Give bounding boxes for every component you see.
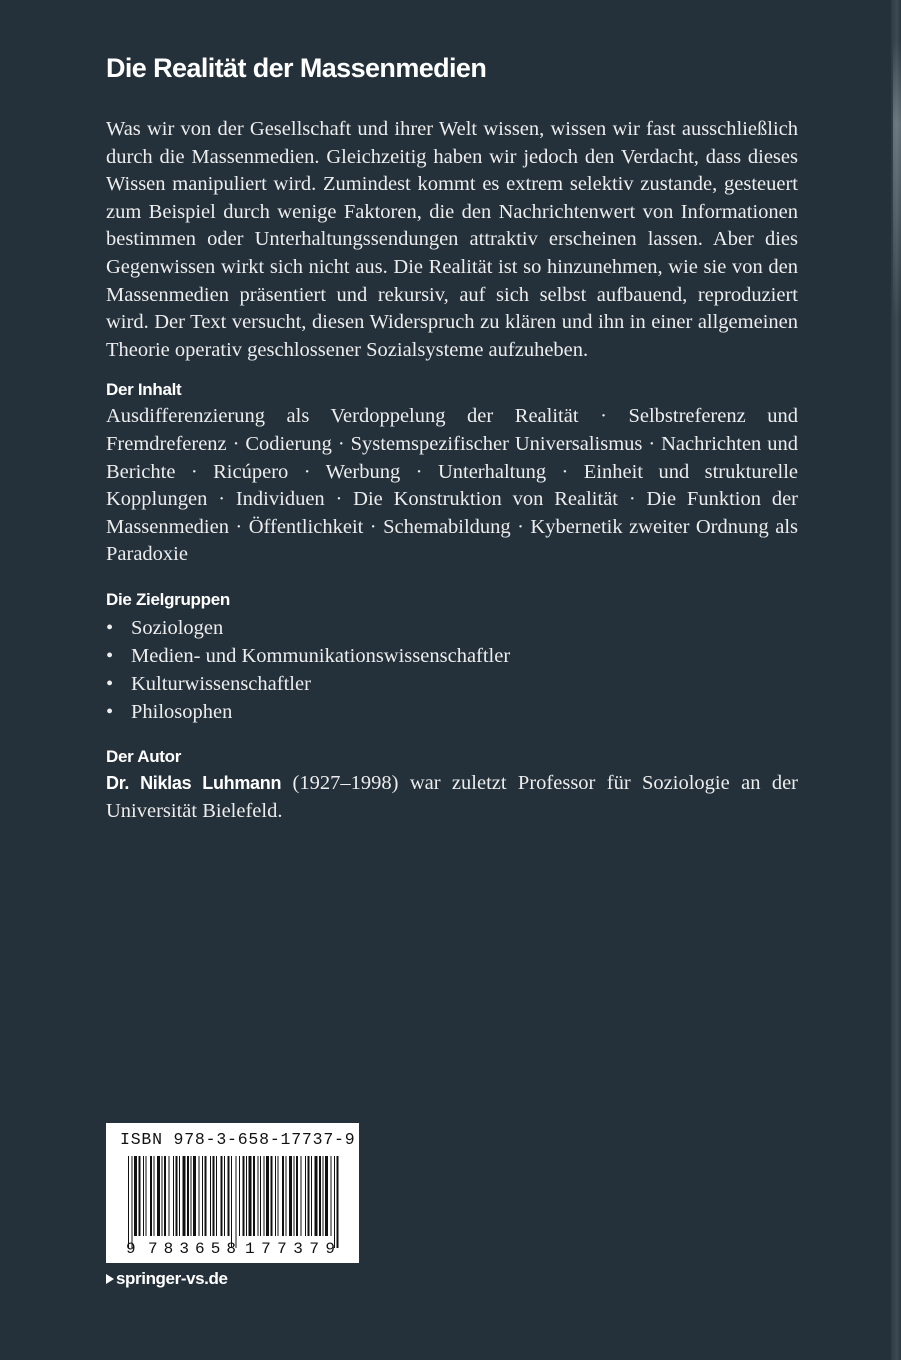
barcode-bar	[157, 1156, 160, 1236]
barcode-bars	[126, 1156, 349, 1256]
bullet-icon: •	[106, 644, 114, 667]
triangle-right-icon	[106, 1274, 114, 1284]
barcode-bar	[286, 1156, 287, 1236]
barcode-bar	[216, 1156, 217, 1236]
barcode-bar	[146, 1156, 147, 1236]
barcode-bar	[239, 1156, 240, 1236]
barcode-bar	[128, 1156, 129, 1248]
list-item	[106, 642, 798, 670]
barcode-bar	[199, 1156, 200, 1236]
barcode-digits-left: 783658	[148, 1240, 236, 1256]
isbn-label: ISBN 978-3-658-17737-9	[120, 1130, 356, 1149]
barcode-bar	[337, 1156, 339, 1248]
barcode-bar	[154, 1156, 155, 1236]
list-item	[106, 614, 798, 642]
barcode-bar	[296, 1156, 298, 1236]
barcode-bar	[224, 1156, 225, 1236]
barcode-bar	[246, 1156, 247, 1236]
barcode-bar	[258, 1156, 259, 1236]
target-group-label: Soziologen	[131, 616, 224, 639]
book-title: Die Realität der Massenmedien	[106, 53, 487, 83]
barcode-bar	[187, 1156, 189, 1236]
list-item	[106, 698, 798, 726]
barcode-bar	[213, 1156, 215, 1236]
publisher-link-text: springer-vs.de	[116, 1269, 228, 1288]
contents-text: Ausdifferenzierung als Verdoppelung der Realität · Selbstreferenz und Fremdreferenz · Codierung · Systemspezifischer Universalismus · Nachrichten und Berichte · Ricúpero · Werbung · Unterhaltung · Einheit und strukturelle Kopplungen · Individuen · Die Konstruktion von Realität · Die Funktion der Massenmedien · Öffentlichkeit · Schemabildung · Kybernetik zweiter Ordnung als Paradoxie	[106, 405, 798, 566]
barcode-bar	[231, 1156, 232, 1248]
barcode-bar	[264, 1156, 265, 1236]
barcode-bar	[275, 1156, 276, 1236]
barcode-bar	[294, 1156, 295, 1236]
intro-paragraph: Was wir von der Gesellschaft und ihrer Welt wissen, wissen wir fast ausschließlich durch die Massenmedien. Gleichzeitig haben wir jedoch den Verdacht, dass dieses Wissen manipuliert wird. Zumindest kommt es extrem selektiv zustande, gesteuert zum Beispiel durch wenige Faktoren, die den Nachrichtenwert von Informationen bestimmen oder Unterhaltungssendungen attraktiv erscheinen lassen. Aber dies Gegenwissen wirkt sich nicht aus. Die Realität ist so hinzunehmen, wie sie von den Massenmedien präsentiert und rekursiv, auf sich selbst aufbauend, reproduziert wird. Der Text versucht, diesen Widerspruch zu klären und ihn in einer allgemeinen Theorie operativ geschlossener Sozialsysteme aufzuheben.	[106, 118, 798, 361]
back-cover-content	[106, 46, 798, 825]
barcode-bar	[289, 1156, 292, 1236]
barcode-bar	[162, 1156, 163, 1236]
barcode-bar	[139, 1156, 141, 1236]
barcode-bar	[311, 1156, 312, 1236]
barcode-bar	[236, 1156, 237, 1248]
barcode-bar	[183, 1156, 186, 1236]
barcode-bar	[266, 1156, 269, 1236]
barcode-bar	[319, 1156, 321, 1236]
barcode-bar	[305, 1156, 306, 1236]
contents-heading: Der Inhalt	[106, 380, 182, 400]
barcode-bar	[308, 1156, 310, 1236]
author-heading: Der Autor	[106, 746, 182, 766]
barcode-bar	[228, 1156, 230, 1236]
barcode-bar	[150, 1156, 152, 1236]
barcode-bar	[193, 1156, 196, 1236]
barcode-bar	[176, 1156, 178, 1236]
barcode-bar	[132, 1156, 133, 1248]
barcode-bar	[282, 1156, 284, 1236]
barcode-bar	[249, 1156, 252, 1236]
barcode-bar	[191, 1156, 192, 1236]
barcode-bar	[315, 1156, 318, 1236]
bullet-icon: •	[106, 700, 114, 723]
barcode-bar	[202, 1156, 203, 1236]
barcode-bar	[331, 1156, 332, 1236]
barcode-bar	[164, 1156, 166, 1236]
barcode-bar	[253, 1156, 255, 1236]
author-bio: (1927–1998) war zuletzt Professor für Soziologie an der Universität Bielefeld.	[106, 771, 798, 822]
barcode-bar	[134, 1156, 137, 1236]
barcode-bar	[325, 1156, 328, 1236]
bullet-icon: •	[106, 616, 114, 639]
barcode-bar	[173, 1156, 174, 1236]
barcode-bar	[221, 1156, 223, 1236]
barcode-bar	[271, 1156, 273, 1236]
barcode-bar	[169, 1156, 170, 1236]
barcode-bar	[179, 1156, 180, 1236]
cover-edge-highlight	[893, 40, 901, 320]
barcode-bar	[205, 1156, 207, 1236]
barcode-bar	[278, 1156, 279, 1236]
barcode-bar	[243, 1156, 245, 1236]
barcode-bar	[260, 1156, 261, 1236]
barcode-bar	[301, 1156, 302, 1236]
author-paragraph	[106, 770, 798, 825]
target-groups-list	[106, 614, 798, 726]
barcode-bar	[334, 1156, 335, 1248]
barcode-digits-right: 177379	[245, 1240, 335, 1256]
barcode-bar	[323, 1156, 324, 1236]
barcode-digit-first: 9	[126, 1240, 136, 1256]
author-name: Dr. Niklas Luhmann	[106, 772, 282, 793]
target-group-label: Kulturwissenschaftler	[131, 672, 311, 695]
target-groups-heading: Die Zielgruppen	[106, 589, 230, 609]
target-group-label: Philosophen	[131, 700, 233, 723]
bullet-icon: •	[106, 672, 114, 695]
isbn-barcode	[106, 1123, 359, 1263]
target-group-label: Medien- und Kommunikationswissenschaftler	[131, 644, 511, 667]
list-item	[106, 670, 798, 698]
barcode-bar	[143, 1156, 144, 1236]
publisher-link[interactable]	[106, 1266, 228, 1292]
barcode-bar	[210, 1156, 211, 1236]
